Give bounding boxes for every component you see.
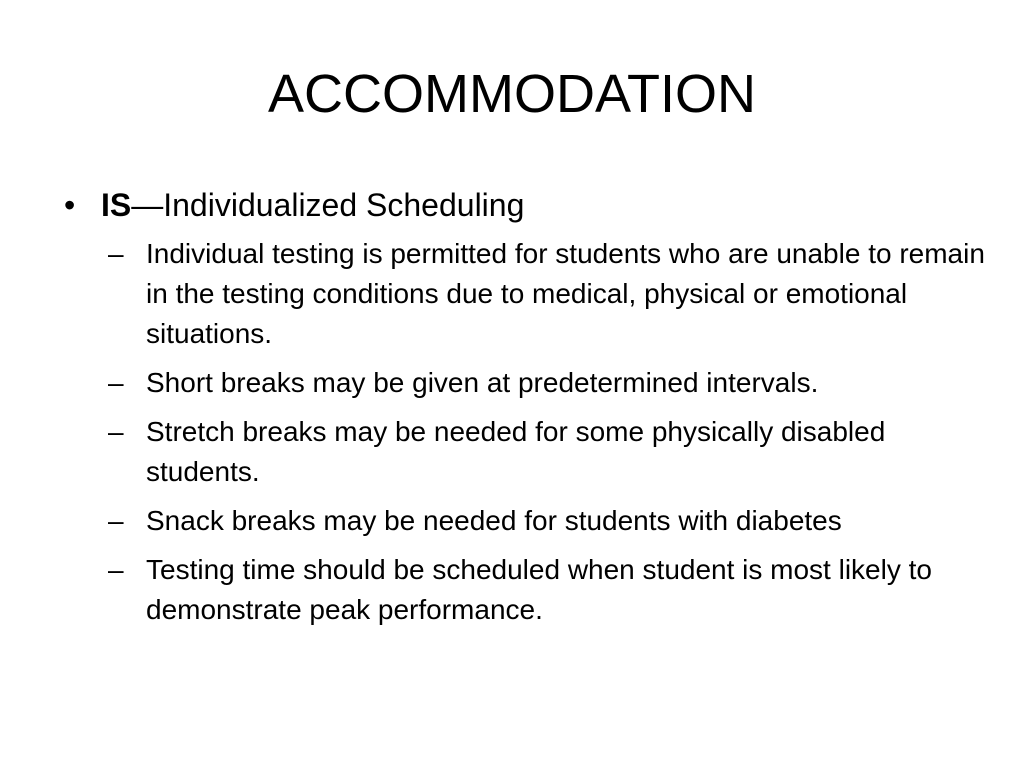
dash-marker: – bbox=[108, 554, 124, 585]
sub-bullet-text: Testing time should be scheduled when student is most likely to demonstrate peak performance. bbox=[146, 554, 932, 625]
dash-marker: – bbox=[108, 416, 124, 447]
sub-bullet-text: Snack breaks may be needed for students with diabetes bbox=[146, 505, 842, 536]
slide-content bbox=[64, 182, 984, 639]
sub-bullet-list bbox=[64, 234, 984, 630]
sub-bullet-item bbox=[108, 501, 1004, 541]
dash-marker: – bbox=[108, 238, 124, 269]
sub-bullet-text: Stretch breaks may be needed for some physically disabled students. bbox=[146, 416, 886, 487]
sub-bullet-item bbox=[108, 412, 1004, 492]
sub-bullet-text: Individual testing is permitted for students who are unable to remain in the testing conditions due to medical, physical or emotional situations. bbox=[146, 238, 985, 349]
bullet-item bbox=[64, 182, 984, 228]
bullet-text: —Individualized Scheduling bbox=[131, 187, 525, 223]
slide-title: ACCOMMODATION bbox=[268, 64, 756, 124]
sub-bullet-item bbox=[108, 550, 1004, 630]
bullet-abbreviation: IS bbox=[101, 187, 132, 223]
bullet-marker: • bbox=[64, 187, 76, 223]
dash-marker: – bbox=[108, 367, 124, 398]
sub-bullet-item bbox=[108, 363, 1004, 403]
sub-bullet-item bbox=[108, 234, 1004, 354]
sub-bullet-text: Short breaks may be given at predetermined intervals. bbox=[146, 367, 819, 398]
dash-marker: – bbox=[108, 505, 124, 536]
